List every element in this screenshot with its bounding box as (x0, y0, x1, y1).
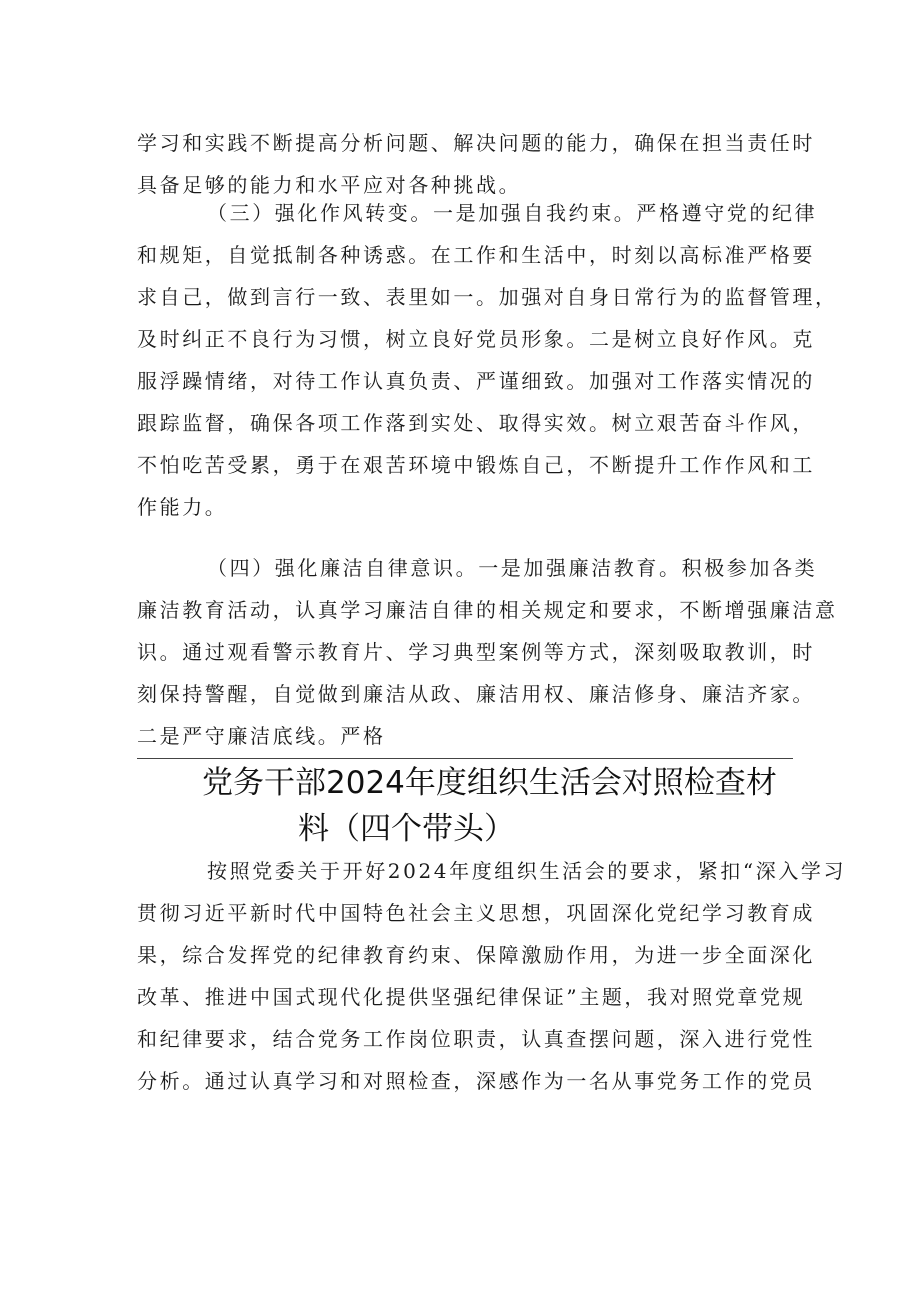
paragraph-line: 和纪律要求，结合党务工作岗位职责，认真查摆问题，深入进行党性 (137, 1027, 815, 1051)
intro-paragraph (137, 850, 847, 1102)
section-three-paragraph (137, 192, 838, 528)
paragraph-line: 廉洁教育活动，认真学习廉洁自律的相关规定和要求，不断增强廉洁意 (137, 598, 838, 622)
paragraph-line: 求自己，做到言行一致、表里如一。加强对自身日常行为的监督管理， (137, 285, 838, 309)
paragraph-line: 跟踪监督，确保各项工作落到实处、取得实效。树立艰苦奋斗作风， (137, 411, 815, 435)
section-four-paragraph (137, 547, 838, 757)
section-divider (137, 758, 793, 759)
paragraph-line: 二是严守廉洁底线。严格 (137, 724, 386, 748)
paragraph-line: 和规矩，自觉抵制各种诱惑。在工作和生活中，时刻以高标准严格要 (137, 243, 815, 267)
paragraph-line: 按照党委关于开好2024年度组织生活会的要求，紧扣“深入学习 (207, 859, 847, 883)
document-title (150, 760, 830, 852)
paragraph-line: 服浮躁情绪，对待工作认真负责、严谨细致。加强对工作落实情况的 (137, 369, 815, 393)
paragraph-line: 贯彻习近平新时代中国特色社会主义思想，巩固深化党纪学习教育成 (137, 901, 815, 925)
paragraph-line: 刻保持警醒，自觉做到廉洁从政、廉洁用权、廉洁修身、廉洁齐家。 (137, 682, 815, 706)
paragraph-line: 改革、推进中国式现代化提供坚强纪律保证”主题，我对照党章党规 (137, 985, 806, 1009)
document-title-line: 料（四个带头） (298, 811, 515, 847)
paragraph-line: 不怕吃苦受累，勇于在艰苦环境中锻炼自己，不断提升工作作风和工 (137, 453, 815, 477)
paragraph-line: （三）强化作风转变。一是加强自我约束。严格遵守党的纪律 (207, 201, 818, 225)
paragraph-line: 学习和实践不断提高分析问题、解决问题的能力，确保在担当责任时 (137, 131, 815, 155)
paragraph-line: 具备足够的能力和水平应对各种挑战。 (137, 173, 522, 197)
paragraph-line: 及时纠正不良行为习惯，树立良好党员形象。二是树立良好作风。克 (137, 327, 815, 351)
document-title-line: 党务干部2024年度组织生活会对照检查材 (202, 765, 777, 801)
paragraph-line: 识。通过观看警示教育片、学习典型案例等方式，深刻吸取教训，时 (137, 640, 815, 664)
paragraph-line: 作能力。 (137, 495, 228, 519)
paragraph-line: 果，综合发挥党的纪律教育约束、保障激励作用，为进一步全面深化 (137, 943, 815, 967)
paragraph-line: （四）强化廉洁自律意识。一是加强廉洁教育。积极参加各类 (207, 556, 818, 580)
paragraph-line: 分析。通过认真学习和对照检查，深感作为一名从事党务工作的党员 (137, 1069, 815, 1093)
